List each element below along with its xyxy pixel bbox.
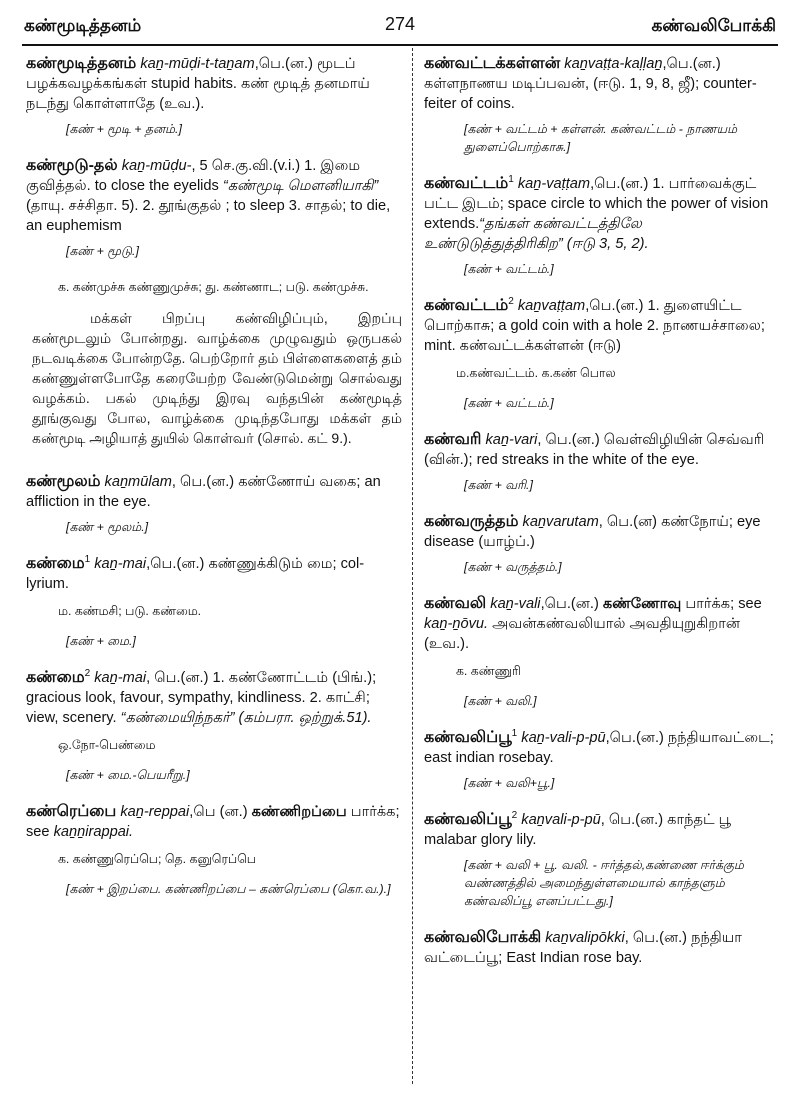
etymology: [கண் + வட்டம்.] (464, 396, 554, 410)
left-column (26, 54, 402, 916)
usage-note: மக்கள் பிறப்பு கண்விழிப்பும், இறப்பு கண்மூடலும் போன்றது. வாழ்க்கை முழுவதும் ஒருபகல் நடவடிக்கை போன்றதே. பெற்றோர் தம் பிள்ளைகளைத் தம் கண்ணுள்ளபோதே கரையேற்ற வேண்டுமென்று சொல்வது வழக்கம். பகல் முடிந்து இரவு வந்தபின் கண்மூடித் தூங்குவது போல, வாழ்க்கை முடிந்தபோது மக்கள் தம் கண்மூடி அழியாத் துயில் கொள்வர் (சொல். கட் 9.). (32, 310, 402, 446)
etymology: [கண் + வருத்தம்.] (464, 560, 562, 574)
definition: ,பெ (ன.) (189, 804, 252, 820)
transliteration: kaṉ-mai (94, 670, 147, 686)
headword: கண்வருத்தம் (424, 513, 519, 530)
dictionary-entry (424, 594, 778, 654)
transliteration: kaṉ-vari (485, 432, 538, 448)
definition-cont: (தாயு. சச்சிதா. 5). 2. தூங்குதல் ; to sleep 3. சாதல்; to die, an euphemism (26, 198, 391, 234)
dictionary-entry (26, 54, 402, 114)
cognates: க. கண்ணுரெப்பெ; தெ. கனுரெப்பெ (58, 852, 256, 866)
definition: , பெ.(ன.) வெள்விழியின் செவ்வரி (வின்.); red streaks in the white of the eye. (424, 432, 765, 468)
headword: கண்மை (26, 669, 85, 686)
etymology: [கண் + வலி+பூ.] (464, 776, 555, 790)
etymology: [கண் + வலி + பூ. வலி. - ஈர்த்தல்,கண்ணை ஈர்க்கும் வண்ணத்தில் அமைந்துள்ளமையால் காந்தளும் கண்வலிப்பூ எனப்பட்டது.] (464, 858, 744, 908)
transliteration: kaṉvalipōkki (545, 930, 625, 946)
dictionary-entry (26, 472, 402, 512)
transliteration: kaṉ-reppai (120, 804, 190, 820)
headword: கண்வலி (424, 595, 487, 612)
quotation: “தங்கள் கண்வட்டத்திலே உண்டுடுத்துத்திரிகிற” (ஈடு 3, 5, 2). (424, 216, 649, 252)
headword: கண்வலிபோக்கி (424, 929, 542, 946)
headword: கண்மூடித்தனம் (26, 55, 137, 72)
etymology: [கண் + வலி.] (464, 694, 537, 708)
definition: ,பெ.(ன.) கண்ணுக்கிடும் மை; col-lyrium. (26, 556, 365, 592)
transliteration: kaṉvaṭṭam (517, 298, 586, 314)
transliteration: kaṉvali-p-pū (521, 812, 601, 828)
dictionary-entry (26, 668, 402, 728)
column-divider (412, 48, 413, 1084)
dictionary-entry (424, 810, 778, 850)
definition: , பெ.(ன) கண்நோய்; eye disease (யாழ்ப்.) (424, 514, 761, 550)
definition: ,பெ.(ன.) 1. துளையிட்ட பொற்காசு; a gold coin with a hole 2. நாணயச்சாலை; mint. கண்வட்டக்கள்ளன் (ஈடு) (424, 298, 765, 354)
dictionary-entry (424, 430, 778, 470)
usage-example: அவன்கண்வலியால் அவதியுறுகிறான் (உவ.). (424, 616, 741, 652)
headword: கண்வட்டம் (424, 175, 509, 192)
etymology: [கண் + மூடு.] (66, 244, 139, 258)
definition: ,பெ.(ன.) கள்ளநாணய மடிப்பவன், (ஈடு. 1, 9, 8, ஜீ); counter-feiter of coins. (424, 56, 757, 112)
homonym-number: 1 (84, 554, 91, 566)
headword: கண்வலிப்பூ (424, 729, 512, 746)
quotation: “கண்மையிந்நகர்” (கம்பரா. ஒற்றுக்.51). (120, 710, 372, 726)
headword: கண்வட்டக்கள்ளன் (424, 55, 561, 72)
etymology: [கண் + இறப்பை. கண்ணிறப்பை – கண்ரெப்பை (கொ.வ.).] (66, 882, 391, 896)
definition: , பெ.(ன.) நந்தியா வட்டைப்பூ; East Indian rose bay. (424, 930, 742, 966)
headword: கண்மூலம் (26, 473, 101, 490)
transliteration: kaṉ-vali (490, 596, 541, 612)
definition: ,பெ.(ன.) நந்தியாவட்டை; east indian rosebay. (424, 730, 774, 766)
definition: , பெ.(ன.) கண்ணோய் வகை; an affliction in the eye. (26, 474, 381, 510)
etymology: [கண் + மூலம்.] (66, 520, 149, 534)
page-number: 274 (384, 14, 416, 34)
transliteration: kaṉmūlam (104, 474, 172, 490)
page-header (24, 14, 776, 44)
cognates: ஒ.நோ-பெண்மை (58, 738, 156, 752)
definition: ,பெ.(ன.) மூடப் பழக்கவழக்கங்கள் stupid habits. கண் மூடித் தனமாய் நடந்து கொள்ளாதே (உவ.). (26, 56, 370, 112)
definition: , பெ.(ன.) 1. கண்ணோட்டம் (பிங்.); gracious look, favour, sympathy, kindliness. 2. காட்சி; view, scenery. (26, 670, 377, 726)
dictionary-entry (424, 512, 778, 552)
transliteration: kaṉ-vaṭṭam (517, 176, 591, 192)
homonym-number: 2 (511, 810, 518, 822)
cognates: க. கண்ணுரி (456, 664, 521, 678)
dictionary-entry (26, 156, 402, 236)
transliteration: kaṉvarutam (522, 514, 599, 530)
definition: , பெ.(ன.) காந்தட் பூ malabar glory lily. (424, 812, 731, 848)
homonym-number: 2 (84, 668, 91, 680)
dictionary-entry (26, 802, 402, 842)
headword: கண்வலிப்பூ (424, 811, 512, 828)
headword: கண்மை (26, 555, 85, 572)
headword: கண்வரி (424, 431, 482, 448)
headword: கண்வட்டம் (424, 297, 509, 314)
dictionary-entry (424, 928, 778, 968)
right-column (424, 54, 778, 974)
transliteration: kaṉ-vali-p-pū (521, 730, 606, 746)
definition: ,பெ.(ன.) (540, 596, 603, 612)
header-guide-word-right: கண்வலிபோக்கி (651, 16, 776, 35)
cross-reference-transliteration: kaṉṉirappai. (53, 824, 134, 840)
definition: , 5 செ.கு.வி.(v.i.) 1. இமை குவித்தல். to close the eyelids (26, 158, 361, 194)
header-rule (22, 44, 778, 46)
etymology: [கண் + மை.-பெயரீறு.] (66, 768, 190, 782)
dictionary-entry (424, 54, 778, 114)
cognates: ம. கண்மசி; படு. கண்மை. (58, 604, 202, 618)
header-guide-word-left: கண்மூடித்தனம் (24, 16, 142, 35)
cognates: க. கண்முச்சு கண்ணுமுச்சு; து. கண்ணாட; படு. கண்முச்சு. (58, 280, 369, 294)
transliteration: kaṉvaṭṭa-kaḷḷaṉ (564, 56, 663, 72)
dictionary-entry (424, 728, 778, 768)
headword: கண்மூடு-தல் (26, 157, 118, 174)
quotation: “கண்மூடி மௌனியாகி” (222, 178, 379, 194)
transliteration: kaṉ-mai (94, 556, 147, 572)
dictionary-entry (26, 554, 402, 594)
definition: ,பெ.(ன.) 1. பார்வைக்குட் பட்ட இடம்; space circle to which the power of vision extends. (424, 176, 769, 232)
cross-reference: கண்ணிறப்பை (251, 804, 347, 820)
cross-reference: கண்ணோவு (602, 596, 682, 612)
cognates: ம.கண்வட்டம். க.கண் பொல (456, 366, 616, 380)
etymology: [கண் + வட்டம் + கள்ளன். கண்வட்டம் - நாணயம் துளைப்பொற்காசு.] (464, 122, 738, 154)
cross-reference-transliteration: kaṉ-ṉōvu. (424, 616, 489, 632)
headword: கண்ரெப்பை (26, 803, 117, 820)
homonym-number: 1 (511, 728, 518, 740)
definition-cont: பார்க்க; see (681, 596, 762, 612)
etymology: [கண் + மை.] (66, 634, 136, 648)
transliteration: kaṉ-mūḍi-t-taṉam (140, 56, 255, 72)
homonym-number: 2 (508, 296, 514, 308)
definition-cont: பார்க்க; see (26, 804, 400, 840)
etymology: [கண் + வரி.] (464, 478, 533, 492)
dictionary-entry (424, 174, 778, 254)
transliteration: kaṉ-mūḍu- (121, 158, 192, 174)
etymology: [கண் + மூடி + தனம்.] (66, 122, 182, 136)
etymology: [கண் + வட்டம்.] (464, 262, 554, 276)
homonym-number: 1 (508, 174, 514, 186)
dictionary-entry (424, 296, 778, 356)
